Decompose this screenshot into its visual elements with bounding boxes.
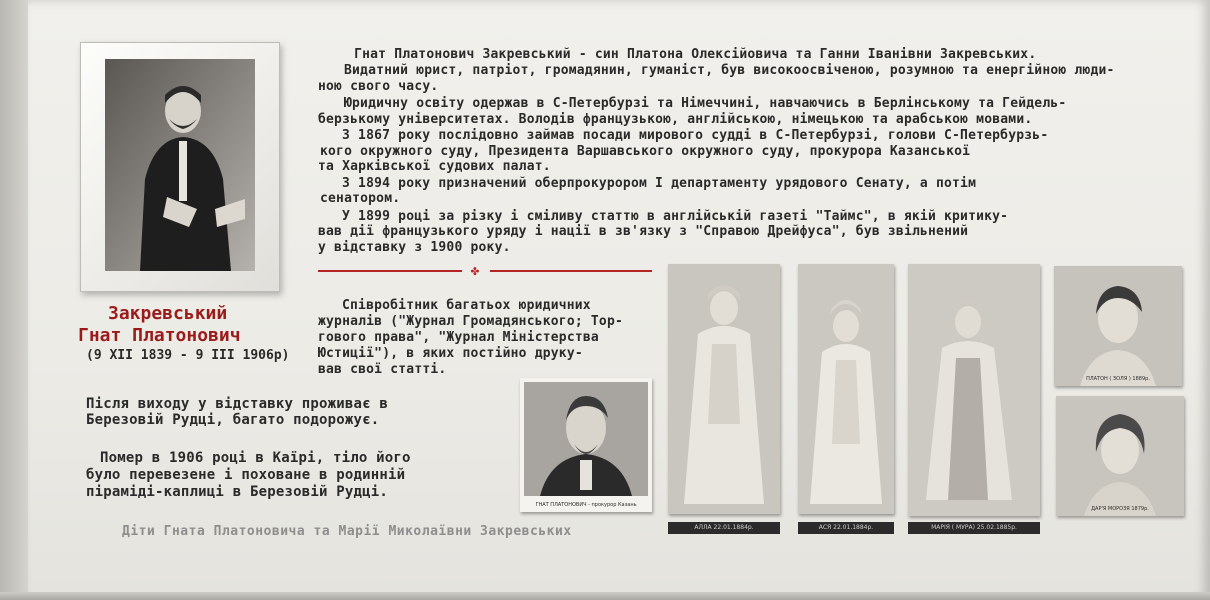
bio-line: З 1867 року послідовно займав посади мирового судді в С-Петербурзі, голови С-Петербурзь- <box>342 128 1049 143</box>
bio-line: сенатором. <box>320 191 401 206</box>
photo-adult-man <box>520 378 652 512</box>
photo-adult-caption: ГНАТ ПЛАТОНОВИЧ - прокурор Казань <box>535 502 637 508</box>
photo-girl-alla <box>668 264 780 514</box>
portrait-surname: Закревський <box>108 303 228 324</box>
portrait-photo <box>105 59 255 271</box>
photo-girl-asya <box>798 264 894 514</box>
journals-line: Юстиції"), в яких постійно друку- <box>318 346 583 361</box>
portrait-given-name: Гнат Платонович <box>78 325 241 346</box>
journals-line: гового права", "Журнал Міністерства <box>318 330 599 345</box>
divider-ornament-icon: ✤ <box>470 263 480 279</box>
journals-line: Співробітник багатьох юридичних <box>342 298 591 313</box>
photo-boy-caption: ПЛАТОН ( ЗОЛЯ ) 1889р. <box>1086 376 1150 382</box>
wall-left-edge <box>0 0 28 600</box>
bio-line: у відставку з 1900 року. <box>318 240 511 255</box>
death-line: піраміді-каплиці в Березовій Рудці. <box>86 484 389 500</box>
death-line: Помер в 1906 році в Каїрі, тіло його <box>100 450 411 466</box>
photo-girl-maria-caption: МАРІЯ ( МУРА) 25.02.1885р. <box>908 522 1040 534</box>
bio-line: вав дії французького уряду і нації в зв'язку з "Справою Дрейфуса", був звільнений <box>318 224 969 239</box>
portrait-dates: (9 XII 1839 - 9 III 1906р) <box>86 348 290 363</box>
bio-line: берзькому університетах. Володів французькою, англійською, німецькою та арабською мовами. <box>318 112 1033 127</box>
bio-line: Гнат Платонович Закревський - син Платона Олексійовича та Ганни Іванівни Закревських. <box>330 47 1037 62</box>
bio-line: Видатний юрист, патріот, громадянин, гуманіст, був високоосвіченою, розумною та енергійною люди- <box>344 63 1115 78</box>
bio-line: У 1899 році за різку і сміливу статтю в англійській газеті "Таймс", в якій критику- <box>342 209 1009 224</box>
divider-left <box>318 270 462 272</box>
divider-right <box>490 270 652 272</box>
bio-line: та Харківської судових палат. <box>318 159 551 174</box>
bio-line: ною свого часу. <box>318 79 439 94</box>
bio-line: З 1894 року призначений оберпрокурором I департаменту урядового Сенату, а потім <box>342 176 977 191</box>
photo-girl-asya-caption: АСЯ 22.01.1884р. <box>798 522 894 534</box>
photo-boy-platon <box>1054 266 1182 386</box>
retirement-line: Після виходу у відставку проживає в <box>86 396 389 412</box>
photo-girl-darya <box>1056 396 1184 516</box>
death-line: було перевезене і поховане в родинній <box>86 467 406 483</box>
bio-line: Юридичну освіту одержав в С-Петербурзі та Німеччині, навчаючись в Берлінському та Гейдель- <box>344 96 1067 111</box>
board-bottom-edge <box>0 592 1210 600</box>
journals-line: журналів ("Журнал Громадянського; Тор- <box>318 314 624 329</box>
portrait-frame <box>80 42 280 292</box>
retirement-line: Березовій Рудці, багато подорожує. <box>86 412 380 428</box>
journals-line: вав свої статті. <box>318 362 447 377</box>
children-caption: Діти Гната Платоновича та Марії Миколаївни Закревських <box>122 524 572 539</box>
photo-girl-darya-caption: ДАР'Я МОРОЗЯ 1879р. <box>1091 506 1149 512</box>
bio-line: кого окружного суду, Президента Варшавського окружного суду, прокурора Казанської <box>320 144 971 159</box>
photo-girl-maria <box>908 264 1040 516</box>
photo-girl-alla-caption: АЛЛА 22.01.1884р. <box>668 522 780 534</box>
